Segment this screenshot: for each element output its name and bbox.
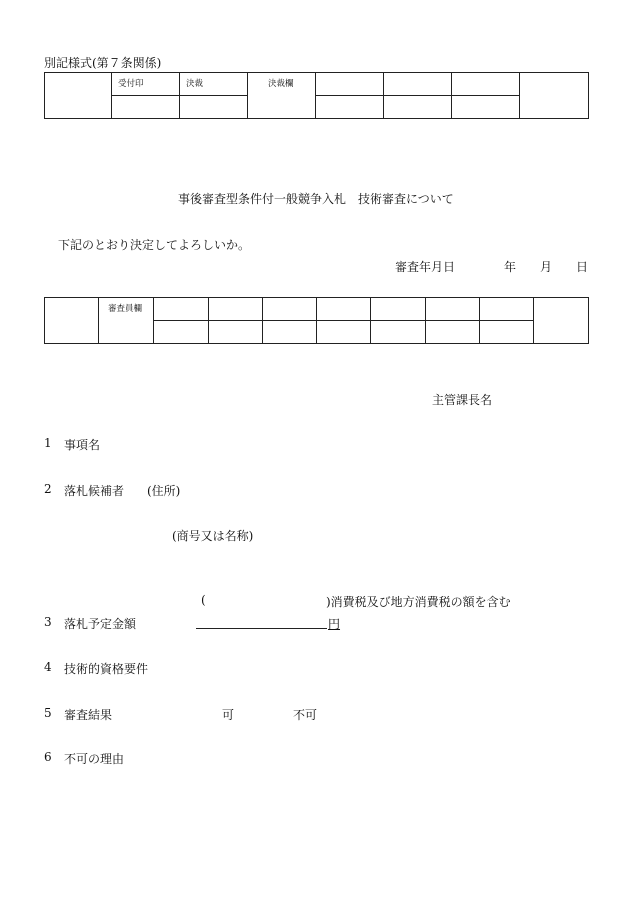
table2-blank-cell (45, 298, 99, 344)
item-4-number: 4 (44, 660, 52, 674)
table2-cell (209, 321, 263, 344)
table2-cell (426, 298, 480, 321)
receipt-stamp-label: 受付印 (118, 79, 144, 89)
day-label: 日 (576, 260, 589, 274)
item-1-label: 事項名 (64, 438, 101, 452)
document-title: 事後審査型条件付一般競争入札 技術審査について (178, 192, 454, 206)
approval-header (180, 73, 248, 96)
table1-cell (452, 73, 520, 96)
table1-cell (316, 73, 384, 96)
item-4-label: 技術的資格要件 (64, 662, 149, 676)
examiner-table (44, 297, 589, 344)
table2-cell (371, 321, 426, 344)
item-5-number: 5 (44, 706, 52, 720)
table1-cell (384, 73, 452, 96)
request-text: 下記のとおり決定してよろしいか。 (58, 238, 251, 252)
tax-paren-open: ( (201, 593, 206, 607)
year-label: 年 (504, 260, 517, 274)
receipt-stamp-box (112, 96, 180, 119)
table2-cell (263, 298, 317, 321)
item-5-label: 審査結果 (64, 708, 113, 722)
table1-blank-cell (45, 73, 112, 119)
examiner-column-cell (99, 298, 154, 344)
item-1-number: 1 (44, 436, 52, 450)
item-3-number: 3 (44, 615, 52, 629)
table1-cell (452, 96, 520, 119)
table2-cell (209, 298, 263, 321)
item-2-number: 2 (44, 482, 52, 496)
table2-cell (480, 298, 534, 321)
approval-column-label: 決裁欄 (268, 79, 294, 89)
address-label: (住所) (147, 484, 181, 498)
table2-end-cell (534, 298, 589, 344)
table2-cell (317, 298, 371, 321)
table1-cell (316, 96, 384, 119)
table2-cell (480, 321, 534, 344)
tax-note: )消費税及び地方消費税の額を含む (326, 595, 511, 609)
table2-cell (371, 298, 426, 321)
item-6-number: 6 (44, 750, 52, 764)
item-3-label: 落札予定金額 (64, 617, 137, 631)
manager-name-label: 主管課長名 (432, 393, 493, 407)
result-ng: 不可 (293, 708, 318, 722)
review-date-label: 審査年月日 (395, 260, 456, 274)
month-label: 月 (540, 260, 553, 274)
table2-cell (263, 321, 317, 344)
approval-column-cell (248, 73, 316, 119)
approval-label: 決裁 (186, 79, 204, 89)
table2-cell (317, 321, 371, 344)
company-name-label: (商号又は名称) (172, 529, 254, 543)
yen-label: 円 (328, 617, 341, 631)
table1-cell (384, 96, 452, 119)
form-reference: 別記様式(第７条関係) (44, 56, 162, 70)
table2-cell (154, 298, 209, 321)
examiner-column-label: 審査員欄 (108, 304, 143, 314)
table2-cell (154, 321, 209, 344)
amount-underline (196, 628, 327, 629)
approval-stamp-table (44, 72, 589, 119)
table1-end-cell (520, 73, 589, 119)
table2-cell (426, 321, 480, 344)
approval-stamp-box (180, 96, 248, 119)
item-6-label: 不可の理由 (64, 752, 125, 766)
receipt-stamp-header (112, 73, 180, 96)
item-2-label: 落札候補者 (64, 484, 125, 498)
result-ok: 可 (222, 708, 235, 722)
